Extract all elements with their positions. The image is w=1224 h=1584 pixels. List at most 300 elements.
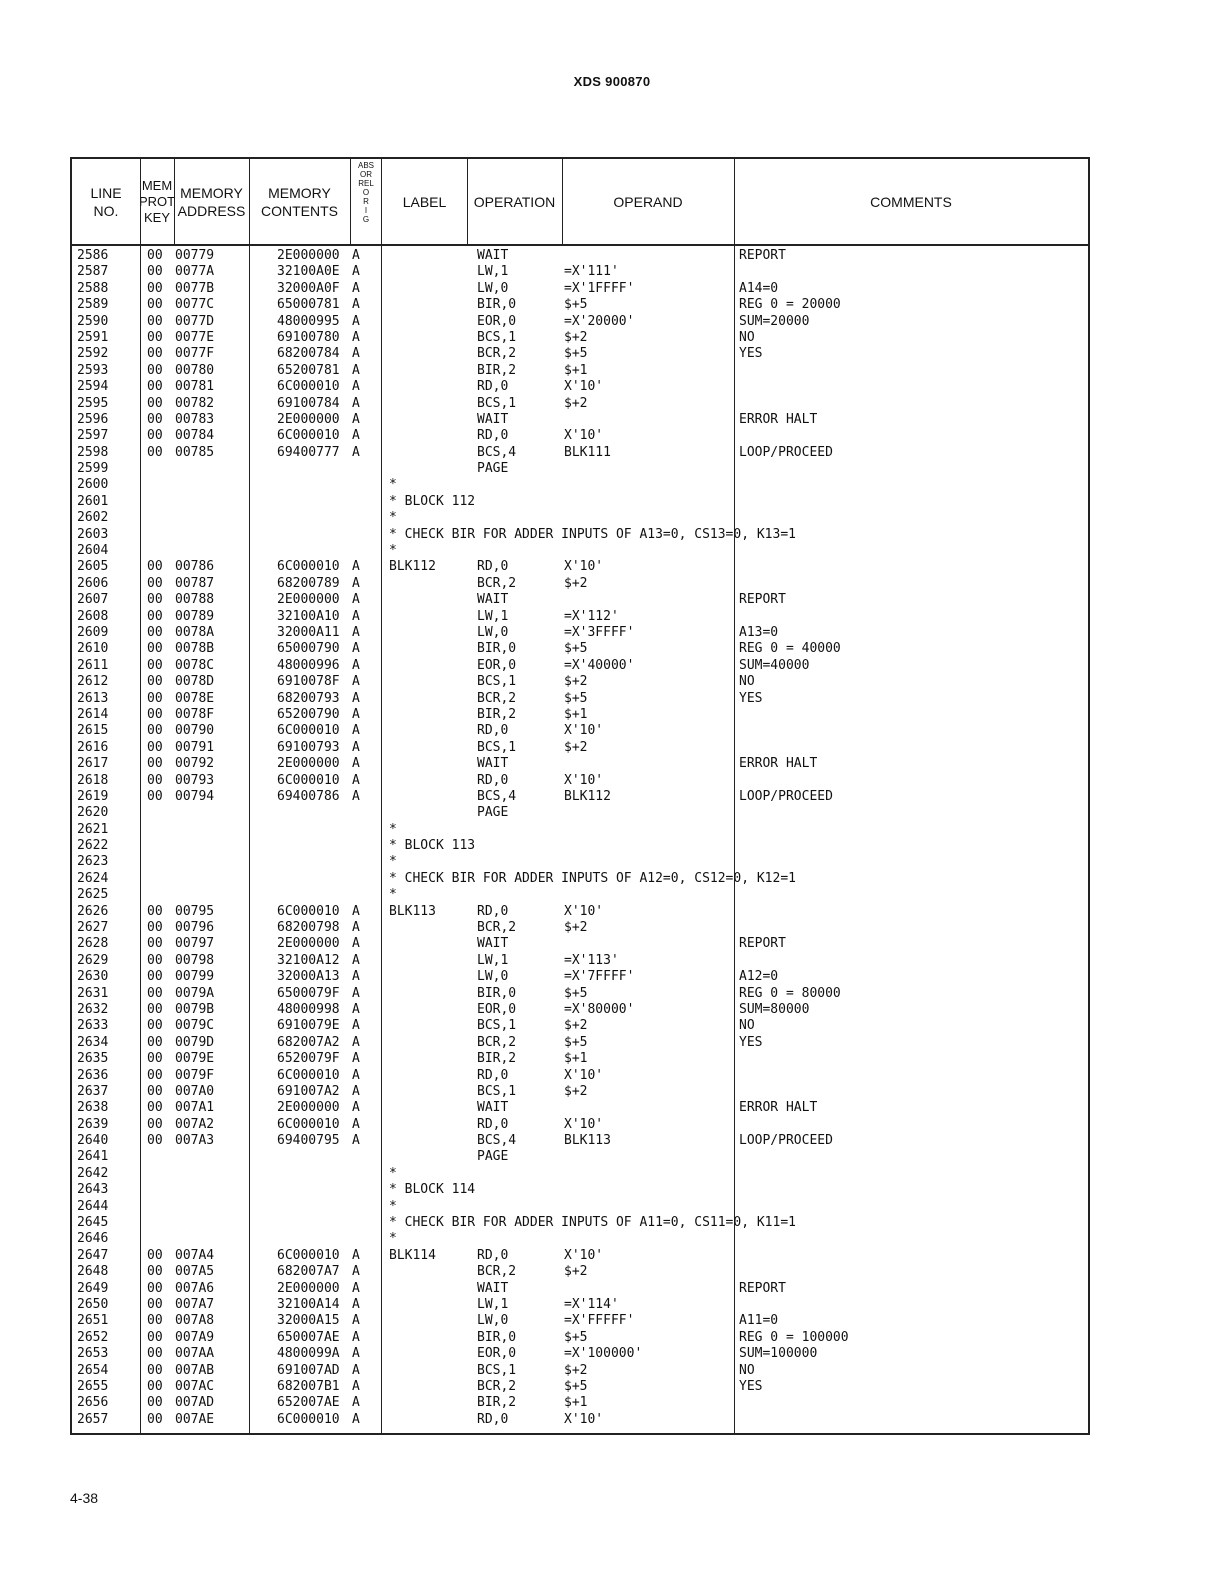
line-number: 2651 [77,1313,109,1329]
listing-row [72,477,1088,493]
listing-row [72,379,1088,395]
operation-field: LW,1 [477,264,509,280]
memory-contents: 69400786 [277,788,340,804]
line-number: 2654 [77,1362,109,1378]
line-number: 2637 [77,1083,109,1099]
memory-contents: 6C000010 [277,723,340,739]
assembly-listing-table [70,157,1090,1435]
comment-field: REG 0 = 40000 [739,641,841,657]
line-number: 2598 [77,444,109,460]
line-number: 2638 [77,1100,109,1116]
line-number: 2587 [77,264,109,280]
line-number: 2644 [77,1198,109,1214]
protection-key: 00 [147,592,163,608]
operand-field: $+2 [564,1083,588,1099]
memory-address: 0078D [175,674,215,690]
comment-field: LOOP/PROCEED [739,1133,833,1149]
line-number: 2624 [77,870,109,886]
relocation-flag: A [352,690,360,706]
memory-address: 00786 [175,559,215,575]
operand-field: BLK113 [564,1133,611,1149]
memory-contents: 6C000010 [277,1247,340,1263]
protection-key: 00 [147,395,163,411]
relocation-flag: A [352,936,360,952]
col-header-abs-or-rel-orig: ABS OR REL O R I G [357,161,374,224]
memory-address: 007AE [175,1411,215,1427]
relocation-flag: A [352,297,360,313]
listing-row [72,1084,1088,1100]
operation-field: BCS,1 [477,674,517,690]
operation-field: BIR,2 [477,1051,517,1067]
operation-field: BCR,2 [477,690,517,706]
operation-field: PAGE [477,805,509,821]
comment-field: REPORT [739,592,786,608]
memory-contents: 32000A13 [277,969,340,985]
memory-contents: 32100A14 [277,1297,340,1312]
memory-address: 007A6 [175,1280,215,1296]
label-field: * BLOCK 114 [389,1182,476,1198]
relocation-flag: A [352,592,360,608]
memory-contents: 652007AE [277,1395,340,1411]
memory-address: 0079F [175,1067,215,1083]
relocation-flag: A [352,1051,360,1067]
operand-field: $+2 [564,1264,588,1280]
line-number: 2590 [77,313,109,329]
comment-field: NO [739,674,755,690]
memory-address: 00784 [175,428,215,444]
operand-field: $+2 [564,575,588,591]
relocation-flag: A [352,346,360,362]
operation-field: LW,0 [477,280,509,296]
memory-contents: 6C000010 [277,379,340,395]
listing-row [72,1182,1088,1198]
memory-contents: 65000781 [277,297,340,313]
line-number: 2606 [77,575,109,591]
listing-row [72,641,1088,657]
listing-row [72,805,1088,821]
operation-field: LW,0 [477,1313,509,1329]
relocation-flag: A [352,1411,360,1427]
protection-key: 00 [147,1411,163,1427]
listing-row [72,822,1088,838]
memory-address: 0078F [175,706,215,722]
listing-row [72,559,1088,575]
operation-field: WAIT [477,411,509,427]
memory-address: 007A9 [175,1329,215,1345]
operation-field: BIR,0 [477,641,517,657]
line-number: 2604 [77,543,109,559]
protection-key: 00 [147,657,163,673]
protection-key: 00 [147,1051,163,1067]
memory-contents: 682007B1 [277,1378,340,1394]
listing-row [72,445,1088,461]
memory-address: 0077E [175,329,215,345]
relocation-flag: A [352,903,360,919]
relocation-flag: A [352,1116,360,1132]
line-number: 2646 [77,1231,109,1247]
line-number: 2617 [77,756,109,772]
relocation-flag: A [352,1346,360,1362]
protection-key: 00 [147,1018,163,1034]
operation-field: RD,0 [477,1411,509,1427]
line-number: 2632 [77,1001,109,1017]
label-field: * [389,510,397,526]
operation-field: BCR,2 [477,575,517,591]
memory-address: 0079C [175,1018,215,1034]
operation-field: WAIT [477,1280,509,1296]
operation-field: LW,0 [477,624,509,640]
listing-row [72,986,1088,1002]
relocation-flag: A [352,575,360,591]
memory-contents: 48000995 [277,313,340,329]
memory-address: 00781 [175,379,215,395]
relocation-flag: A [352,329,360,345]
protection-key: 00 [147,1313,163,1329]
relocation-flag: A [352,952,360,968]
memory-contents: 48000996 [277,657,340,673]
memory-address: 0078A [175,624,215,640]
relocation-flag: A [352,657,360,673]
col-header-operand: OPERAND [613,193,683,210]
listing-row [72,494,1088,510]
operand-field: $+5 [564,1378,588,1394]
line-number: 2628 [77,936,109,952]
operand-field: $+2 [564,329,588,345]
protection-key: 00 [147,706,163,722]
protection-key: 00 [147,969,163,985]
operand-field: X'10' [564,903,604,919]
memory-contents: 32000A11 [277,624,340,640]
label-field: * CHECK BIR FOR ADDER INPUTS OF A12=0, CS12=0, K12=1 [389,870,796,886]
protection-key: 00 [147,1395,163,1411]
operation-field: BIR,2 [477,706,517,722]
comment-field: REPORT [739,936,786,952]
line-number: 2621 [77,821,109,837]
operand-field: BLK111 [564,444,611,460]
protection-key: 00 [147,1264,163,1280]
listing-row [72,904,1088,920]
listing-row [72,1330,1088,1346]
label-field: * [389,887,397,903]
memory-address: 00790 [175,723,215,739]
operation-field: WAIT [477,1100,509,1116]
relocation-flag: A [352,1362,360,1378]
listing-row [72,1412,1088,1428]
operand-field: $+5 [564,297,588,313]
line-number: 2601 [77,493,109,509]
memory-address: 0079B [175,1001,215,1017]
operation-field: BCR,2 [477,920,517,936]
protection-key: 00 [147,1034,163,1050]
listing-row [72,887,1088,903]
listing-row [72,428,1088,444]
listing-row [72,838,1088,854]
column-divider [467,159,468,244]
line-number: 2600 [77,477,109,493]
comment-field: SUM=20000 [739,313,810,329]
memory-contents: 68200798 [277,920,340,936]
operation-field: RD,0 [477,1067,509,1083]
listing-row [72,1117,1088,1133]
page-number: 4-38 [70,1490,99,1506]
operand-field: $+5 [564,985,588,1001]
label-field: * BLOCK 112 [389,493,476,509]
memory-address: 00792 [175,756,215,772]
memory-contents: 2E000000 [277,936,340,952]
operand-field: =X'113' [564,952,619,968]
memory-contents: 691007A2 [277,1083,340,1099]
col-header-line-no: LINE NO. [90,184,122,219]
operand-field: $+1 [564,1395,588,1411]
operand-field: =X'7FFFF' [564,969,635,985]
col-header-comments: COMMENTS [870,193,952,210]
protection-key: 00 [147,985,163,1001]
memory-address: 0077C [175,297,215,313]
memory-contents: 4800099A [277,1346,340,1362]
operation-field: BCS,1 [477,739,517,755]
col-header-memory-address: MEMORY ADDRESS [177,184,246,219]
comment-field: REG 0 = 100000 [739,1329,849,1345]
line-number: 2622 [77,838,109,854]
memory-address: 007A3 [175,1133,215,1149]
protection-key: 00 [147,444,163,460]
line-number: 2589 [77,297,109,313]
operand-field: $+5 [564,1034,588,1050]
operation-field: BCR,2 [477,1034,517,1050]
listing-row [72,412,1088,428]
operand-field: X'10' [564,772,604,788]
listing-row [72,789,1088,805]
protection-key: 00 [147,756,163,772]
memory-address: 00794 [175,788,215,804]
line-number: 2619 [77,788,109,804]
protection-key: 00 [147,674,163,690]
operation-field: BCS,1 [477,1018,517,1034]
listing-row [72,1281,1088,1297]
relocation-flag: A [352,444,360,460]
line-number: 2614 [77,706,109,722]
column-divider [562,159,563,244]
memory-contents: 6520079F [277,1051,340,1067]
relocation-flag: A [352,1395,360,1411]
comment-field: A11=0 [739,1313,779,1329]
line-number: 2591 [77,329,109,345]
operand-field: =X'FFFFF' [564,1313,635,1329]
listing-row [72,1215,1088,1231]
comment-field: REPORT [739,248,786,263]
memory-address: 007A7 [175,1297,215,1312]
relocation-flag: A [352,411,360,427]
comment-field: LOOP/PROCEED [739,788,833,804]
memory-address: 00783 [175,411,215,427]
memory-contents: 2E000000 [277,411,340,427]
label-field: * BLOCK 113 [389,838,476,854]
memory-contents: 69100784 [277,395,340,411]
memory-contents: 691007AD [277,1362,340,1378]
line-number: 2635 [77,1051,109,1067]
line-number: 2611 [77,657,109,673]
memory-contents: 6C000010 [277,772,340,788]
relocation-flag: A [352,1100,360,1116]
line-number: 2642 [77,1165,109,1181]
operand-field: X'10' [564,723,604,739]
operand-field: $+2 [564,1018,588,1034]
protection-key: 00 [147,1083,163,1099]
operation-field: PAGE [477,461,509,477]
memory-contents: 6C000010 [277,1067,340,1083]
relocation-flag: A [352,1001,360,1017]
listing-row [72,1248,1088,1264]
protection-key: 00 [147,411,163,427]
operand-field: =X'1FFFF' [564,280,635,296]
memory-contents: 69400777 [277,444,340,460]
relocation-flag: A [352,920,360,936]
label-field: * [389,1198,397,1214]
line-number: 2608 [77,608,109,624]
operation-field: RD,0 [477,559,509,575]
line-number: 2597 [77,428,109,444]
line-number: 2656 [77,1395,109,1411]
memory-address: 007AA [175,1346,215,1362]
memory-contents: 32000A0F [277,280,340,296]
memory-contents: 69400795 [277,1133,340,1149]
operation-field: BCR,2 [477,1264,517,1280]
relocation-flag: A [352,624,360,640]
memory-contents: 6C000010 [277,1411,340,1427]
memory-address: 00793 [175,772,215,788]
operand-field: =X'80000' [564,1001,635,1017]
listing-row [72,871,1088,887]
relocation-flag: A [352,772,360,788]
relocation-flag: A [352,739,360,755]
relocation-flag: A [352,788,360,804]
memory-contents: 69100780 [277,329,340,345]
listing-row [72,1068,1088,1084]
memory-address: 007A8 [175,1313,215,1329]
protection-key: 00 [147,1133,163,1149]
memory-address: 00798 [175,952,215,968]
listing-row [72,314,1088,330]
line-number: 2596 [77,411,109,427]
operand-field: BLK112 [564,788,611,804]
operation-field: BCS,4 [477,788,517,804]
line-number: 2629 [77,952,109,968]
relocation-flag: A [352,1018,360,1034]
relocation-flag: A [352,280,360,296]
operation-field: EOR,0 [477,313,517,329]
memory-address: 00788 [175,592,215,608]
comment-field: ERROR HALT [739,1100,818,1116]
operand-field: $+1 [564,362,588,378]
memory-contents: 6C000010 [277,559,340,575]
label-field: BLK114 [389,1247,436,1263]
comment-field: A13=0 [739,624,779,640]
listing-row [72,1149,1088,1165]
protection-key: 00 [147,329,163,345]
operand-field: $+5 [564,1329,588,1345]
listing-row [72,1379,1088,1395]
relocation-flag: A [352,1313,360,1329]
relocation-flag: A [352,379,360,395]
memory-contents: 48000998 [277,1001,340,1017]
memory-address: 0079A [175,985,215,1001]
line-number: 2602 [77,510,109,526]
protection-key: 00 [147,739,163,755]
listing-rows [72,248,1088,1428]
memory-address: 007A4 [175,1247,215,1263]
relocation-flag: A [352,641,360,657]
memory-address: 00789 [175,608,215,624]
protection-key: 00 [147,1116,163,1132]
relocation-flag: A [352,1280,360,1296]
protection-key: 00 [147,428,163,444]
line-number: 2595 [77,395,109,411]
relocation-flag: A [352,1034,360,1050]
line-number: 2588 [77,280,109,296]
line-number: 2626 [77,903,109,919]
operation-field: LW,0 [477,969,509,985]
protection-key: 00 [147,1346,163,1362]
operand-field: $+2 [564,395,588,411]
memory-address: 007A0 [175,1083,215,1099]
protection-key: 00 [147,313,163,329]
memory-contents: 682007A7 [277,1264,340,1280]
label-field: BLK112 [389,559,436,575]
line-number: 2607 [77,592,109,608]
listing-row [72,740,1088,756]
operation-field: BCS,1 [477,329,517,345]
line-number: 2592 [77,346,109,362]
label-field: * CHECK BIR FOR ADDER INPUTS OF A13=0, CS13=0, K13=1 [389,526,796,542]
listing-row [72,510,1088,526]
protection-key: 00 [147,920,163,936]
memory-address: 0077D [175,313,215,329]
protection-key: 00 [147,575,163,591]
operation-field: BIR,0 [477,297,517,313]
memory-contents: 2E000000 [277,1280,340,1296]
relocation-flag: A [352,1329,360,1345]
memory-contents: 68200784 [277,346,340,362]
operand-field: =X'114' [564,1297,619,1312]
protection-key: 00 [147,1001,163,1017]
operation-field: RD,0 [477,723,509,739]
comment-field: SUM=100000 [739,1346,818,1362]
relocation-flag: A [352,985,360,1001]
protection-key: 00 [147,788,163,804]
listing-row [72,1100,1088,1116]
operation-field: EOR,0 [477,657,517,673]
line-number: 2605 [77,559,109,575]
memory-address: 0077A [175,264,215,280]
memory-contents: 69100793 [277,739,340,755]
label-field: * [389,543,397,559]
listing-row [72,1346,1088,1362]
listing-row [72,592,1088,608]
protection-key: 00 [147,1297,163,1312]
relocation-flag: A [352,313,360,329]
listing-row [72,1051,1088,1067]
column-divider [350,159,351,244]
relocation-flag: A [352,756,360,772]
relocation-flag: A [352,362,360,378]
listing-row [72,297,1088,313]
operation-field: RD,0 [477,1247,509,1263]
listing-row [72,674,1088,690]
memory-address: 00782 [175,395,215,411]
line-number: 2627 [77,920,109,936]
comment-field: YES [739,1034,763,1050]
protection-key: 00 [147,1378,163,1394]
